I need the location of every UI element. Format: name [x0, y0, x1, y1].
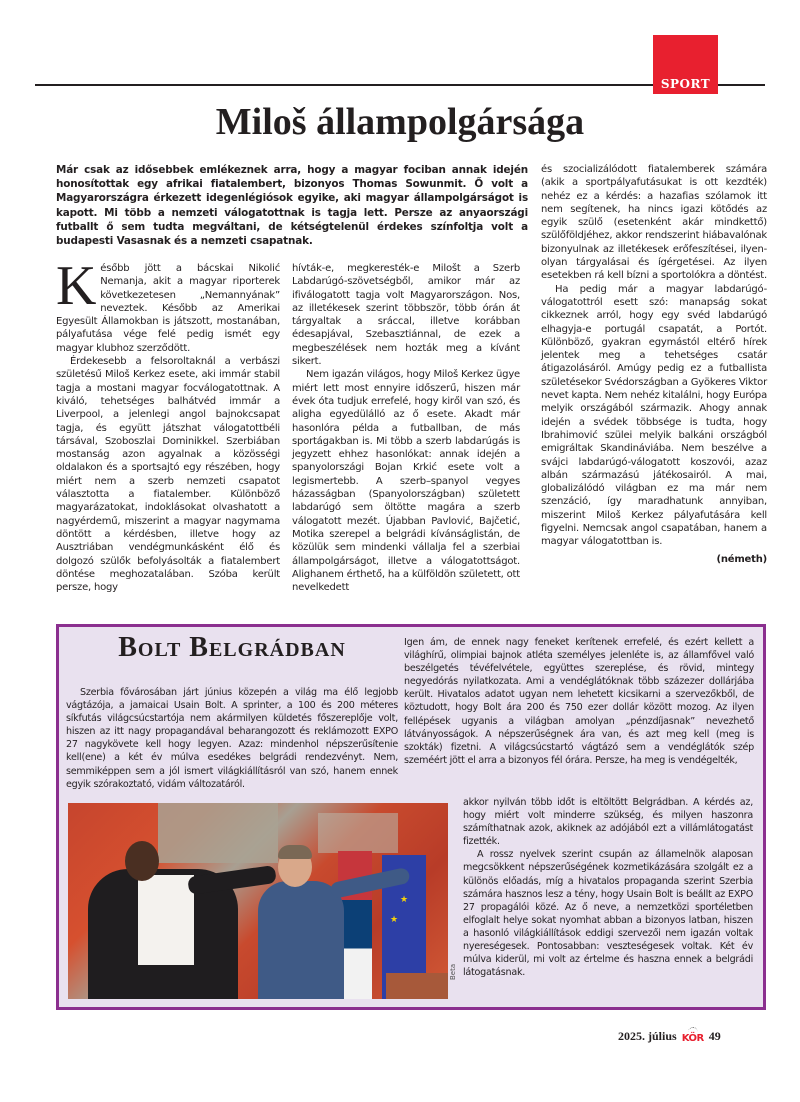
article-paragraph: Ha pedig már a magyar labdarúgó-válogatottról esett szó: manapság sokat cikkeznek arról, hogy egy svéd labdarúgó elhagyja-e portugál csapatát, a Portót. Különböző, gyakran egymástól eltérő hírek jelentek meg a tehetséges csatár átigazolásáról. Amúgy pedig ez a futballista születésekor Svédországban a Gyökeres Viktor nevet kapta. Nem nehéz kitalálni, hogy Európa melyik országából származik. Ahogy annak idején a svédek többsége is tudta, hogy Ibrahimović szülei melyik balkáni országból emigráltak Skandináviába. Nem beszélve a svájci labdarúgó-válogatott koszovói, azaz albán származású játékosairól. A mai, globalizálódó világban ez ma már nem szenzáció, így maradhatunk annyiban, miszerint Miloš Kerkez pályafutására kell figyelni. Nemcsak angol csapatában, hanem a magyar válogatottban is.	[541, 283, 767, 548]
sidebar-title: Bolt Belgrádban	[118, 632, 346, 663]
section-label: SPORT	[660, 77, 711, 91]
page-footer	[618, 1029, 721, 1044]
article-paragraph: Érdekesebb a felsoroltaknál a verbászi születésű Miloš Kerkez esete, aki immár stabil tagja a mostani magyar focválogatottnak. A kiváló, tehetséges balhátvéd immár a Liverpool, a jelenlegi angol bajnokcsapat tagja, és együtt játszhat válogatottbéli társával, Szoboszlai Dominikkel. Szerbiában mostanság azon agyalnak a közösségi oldalakon és a sportsajtó egy részében, hogy miért nem a szerb nemzeti csapatot választotta a fiatalember. Különböző magyarázatokat, indoklásokat olvashatott a nagyérdemű, miszerint a magyar nagymama döntött a kérdésben, illetve hogy az Ausztriában vendégmunkásként élő és dolgozó szülők befolyásolták a fiatalembert döntése meghozatalában. Szóba került persze, hogy	[56, 356, 280, 594]
sidebar-paragraph: akkor nyilván több időt is eltöltött Belgrádban. A kérdés az, hogy miért volt minderre szükség, és milyen haszonra számíthatnak azok, akiknek az adójából ezt a villámlátogatást fizették.	[463, 797, 753, 848]
sidebar-paragraph: Igen ám, de ennek nagy feneket kerítenek errefelé, és ezért kellett a világhírű, olimpiai bajnok atléta személyes jelenléte is, az államfővel való beszélgetés tévéfelvétele, együttes szereplése, és rövid, mintegy negyedórás nyilatkozata. Ami a vendéglátóknak több százezer dollárjába került. Hivatalos adatot ugyan nem lehetett kicsikarni a szervezőkből, de köztudott, hogy Bolt ára 200 és 750 ezer dollár között mozog. Az ilyen fellépések ugyanis a világban amolyan „pénzdíjasnak” nevezhető látványosságok. A népszerűségnek ára van, és azt meg kell (meg is szokták) fizetni. A világcsúcstartó vágtázó sem a vendéglátók szép szeméért jött el arra a bizonyos fél órára. Persze, ha meg is vendégelték,	[404, 637, 754, 766]
article-column-2	[292, 262, 520, 594]
photo-background-tapestry	[318, 813, 398, 853]
photo-person-bolt-head	[125, 841, 159, 881]
photo-person-president-hair	[278, 845, 312, 859]
article-paragraph: és szocializálódott fiatalemberek számára (akik a sportpályafutásukat is ott kezdték) nehéz ez a kérdés: a hazafias szólamok itt nem segítenek, ha nincs igazi kötődés az egyik szülő (esetenként akár mindkettő) szülőföldjéhez, akkor rendszerint hiábavalónak bizonyulnak az illetékesek erőfeszítései, ilyen-olyan tárgyalásai és ígérgetései. Az ilyen esetekben rá kell bízni a sportolókra a döntést.	[541, 164, 767, 282]
photo-person-president	[258, 881, 344, 999]
article-lead: Már csak az idősebbek emlékeznek arra, hogy a magyar fociban annak idején honosítottak egy afrikai fiatalembert, bizonyos Thomas Sowunmit. Ő volt a Magyarországra érkezett idegenlégiósok egyike, aki magyar állampolgárságot is kapott. Mi több a nemzeti válogatottnak is tagja lett. Persze az anyaországi futballt ő sem tudta megváltani, de kétségtelenül érdekes színfoltja volt a budapesti Vasasnak és a nemzeti csapatnak.	[56, 164, 528, 248]
sidebar-paragraph: A rossz nyelvek szerint csupán az államelnök alaposan megcsökkent népszerűségének kozmetikázására szolgált ez a különös előadás, míg a hivatalos propaganda szerint Szerbia számára hasznos lesz a tény, hogy Usain Bolt is beállt az EXPO 27 propagálói közé. Az ő neve, a nemzetközi sportéletben elfoglalt helye sokat nyomhat abban a bizonyos latban, hiszen a hasonló világkiállítások eddigi szervezői nem igazán voltak nyereségesek. Pontosabban: veszteségesek voltak. Két év múlva kiderül, mi volt az értelme és haszna ennek a belgrádi látogatásnak.	[463, 849, 753, 979]
photo-background-tapestry	[158, 803, 278, 863]
sidebar-photo	[68, 803, 448, 999]
article-title: Miloš állampolgársága	[215, 101, 585, 143]
sidebar-column-right-bottom	[463, 796, 753, 979]
photo-credit: Beta	[449, 963, 457, 980]
sidebar-paragraph: Szerbia fővárosában járt június közepén a világ ma élő legjobb vágtázója, a jamaicai Usain Bolt. A sprinter, a 100 és 200 méteres síkfutás világcsúcstartója nem akármilyen küldetés főszereplője volt, hiszen az itt nagy propagandával beharangozott és reklámozott EXPO 27 nagykövete kell hogy legyen. Azaz: mindenhol népszerűsítenie kell(ene) a két év múlva esedékes belgrádi rendezvényt. Nem, semmiképpen sem a jól ismert világkiállításról van szó, hanem ennek egyik szórakoztató, vidám változatáról.	[66, 687, 398, 790]
article-byline: (németh)	[716, 553, 767, 565]
photo-podium	[386, 973, 448, 999]
magazine-logo: KÖR	[682, 1029, 704, 1044]
article-paragraph: Később jött a bácskai Nikolić Nemanja, akit a magyar riporterek következetesen „Nemannyának” neveztek. Később az Amerikai Egyesült Államokban is játszott, mostanában, pályafutása vége felé pedig ismét egy magyar klubhoz szerződött.	[56, 255, 280, 354]
article-paragraph: Nem igazán világos, hogy Miloš Kerkez ügye miért lett most ennyire időszerű, hiszen már évek óta tudjuk errefelé, hogy kiről van szó, és aligha egyedülálló az ő esete. Akadt már hasonlóra példa a futballban, de más sportágakban is. Mi több a szerb labdarúgás is jegyzett ehhez hasonlókat: annak idején a spanyolországi Bojan Krkić esete volt a legismertebb. A szerb–spanyol vegyes házasságban (Spanyolországban) született labdarúgó sem öltötte magára a szerb válogatott mezét. Újabban Pavlović, Bajčetić, Motika szerepel a belgrádi kívánságlistán, de közülük sem mindenki vállalja fel a szerbiai állampolgárságot, illetve a válogatottságot. Alighanem érthető, ha a külföldön született, ott nevelkedett	[292, 369, 521, 594]
sidebar-intro	[66, 686, 398, 791]
article-paragraph: hívták-e, megkeresték-e Milošt a Szerb Labdarúgó-szövetségből, amikor már az ifiválogatott tagja volt Magyarországon. Nos, az illetékesek szerint többször, több órán át tárgyaltak a sráccal, illetve korábban édesapjával, Szebasztiánnal, de ezek a megbeszélések nem hozták meg a kívánt sikert.	[292, 263, 520, 368]
page-number: 49	[708, 1029, 721, 1043]
footer-date: 2025. július	[618, 1029, 677, 1043]
article-column-1	[56, 255, 280, 594]
dropcap: K	[56, 255, 97, 317]
photo-eu-flag: ★ ★	[382, 855, 426, 999]
photo-person-bolt-shirt	[138, 875, 194, 965]
sidebar-column-right-top	[404, 636, 754, 767]
article-column-3	[541, 163, 767, 566]
